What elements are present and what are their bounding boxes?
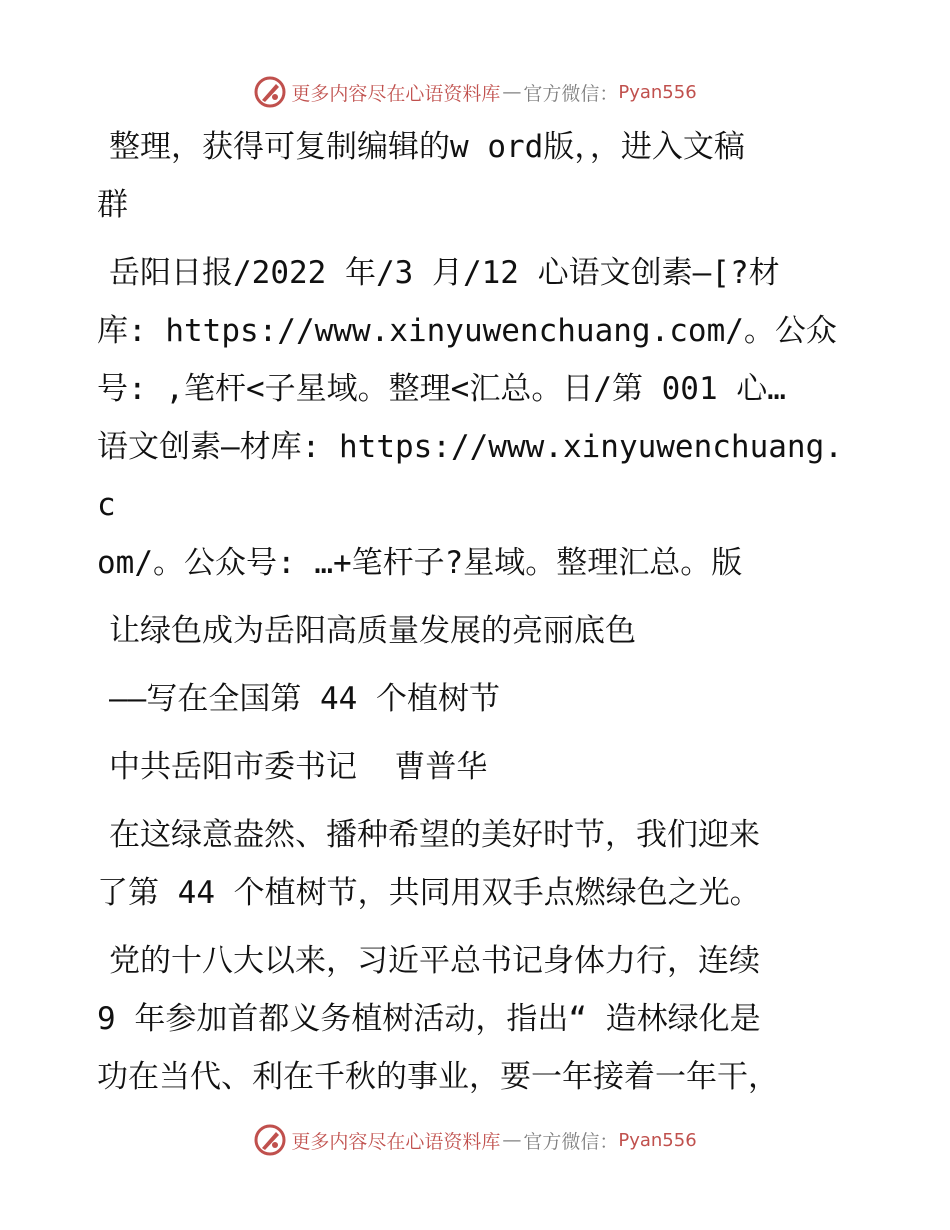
article-title — [97, 602, 857, 660]
paragraph-line: 了第 44 个植树节，共同用双手点燃绿色之光。 — [97, 875, 761, 911]
footer-banner-wechat: Pyan556 — [618, 1129, 697, 1151]
paragraph-line: 党的十八大以来，习近平总书记身体力行，连续 — [109, 943, 760, 979]
paragraph-line: 岳阳日报/2022 年/3 月/12 心语文创素—[?材 — [109, 255, 780, 291]
footer-banner-separator: — — [502, 1129, 522, 1151]
paragraph-body — [97, 932, 857, 1106]
header-banner-separator: — — [502, 81, 522, 103]
footer-banner — [0, 1120, 950, 1160]
header-banner-wechat: Pyan556 — [618, 81, 697, 103]
paragraph-opening — [97, 806, 857, 922]
pen-logo-icon — [253, 75, 287, 109]
paragraph-line: 群 — [97, 187, 128, 223]
paragraph-line: 语文创素—材库: https://www.xinyuwenchuang.c — [97, 429, 843, 523]
paragraph-line: 功在当代、利在千秋的事业，要一年接着一年干， — [97, 1059, 779, 1095]
paragraph-line: 号: ,笔杆<子星域。整理<汇总。日/第 001 心… — [97, 371, 786, 407]
footer-banner-label: 官方微信： — [523, 1130, 619, 1153]
paragraph-line: 9 年参加首都义务植树活动，指出“ 造林绿化是 — [97, 1001, 761, 1037]
header-banner-label: 官方微信： — [523, 82, 619, 105]
paragraph-intro — [97, 118, 857, 234]
article-author — [97, 738, 857, 796]
article-subtitle — [97, 670, 857, 728]
header-banner-text: 更多内容尽在心语资料库 — [291, 82, 501, 105]
document-body — [97, 118, 857, 1116]
header-banner — [0, 72, 950, 112]
paragraph-source — [97, 244, 857, 592]
paragraph-line: 中共岳阳市委书记 曹普华 — [109, 749, 488, 785]
paragraph-line: 让绿色成为岳阳高质量发展的亮丽底色 — [109, 613, 636, 649]
paragraph-line: 在这绿意盎然、播种希望的美好时节，我们迎来 — [109, 817, 760, 853]
footer-banner-text: 更多内容尽在心语资料库 — [291, 1130, 501, 1153]
paragraph-line: ——写在全国第 44 个植树节 — [109, 681, 500, 717]
pen-logo-icon — [253, 1123, 287, 1157]
paragraph-line: om/。公众号: …+笔杆子?星域。整理汇总。版 — [97, 545, 743, 581]
paragraph-line: 库: https://www.xinyuwenchuang.com/。公众 — [97, 313, 837, 349]
paragraph-line: 整理，获得可复制编辑的w ord版，，进入文稿 — [109, 129, 745, 165]
